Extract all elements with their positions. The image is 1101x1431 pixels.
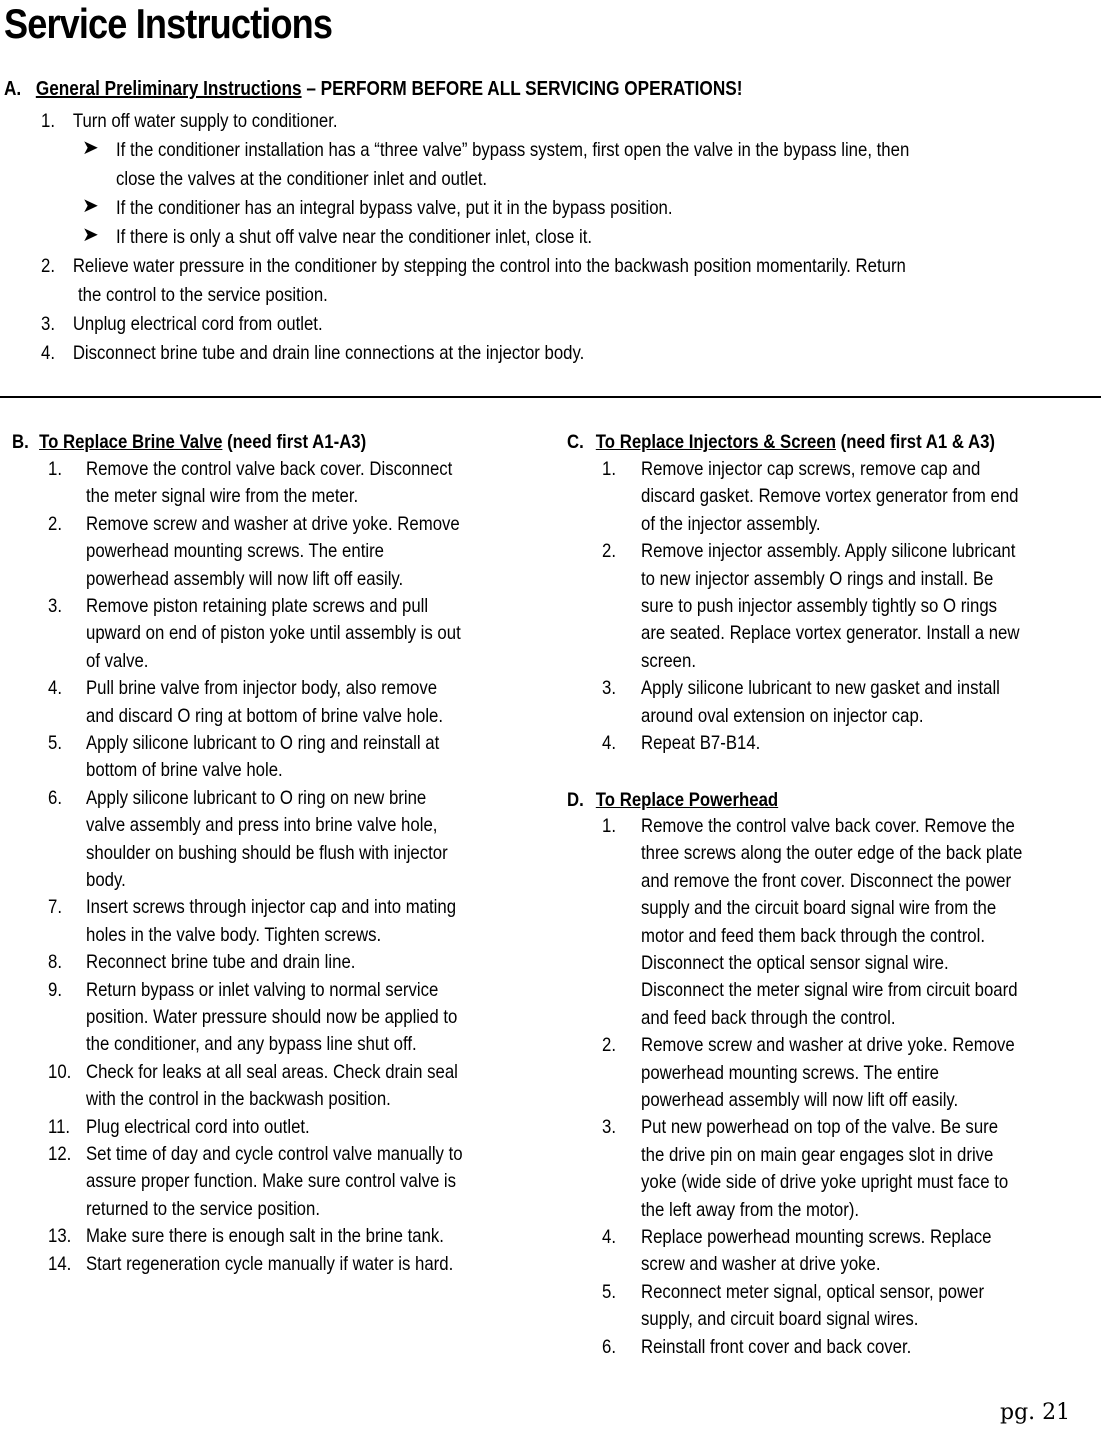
list-item: If there is only a shut off valve near the conditioner inlet, close it. [116,226,593,248]
list-item: 4. Disconnect brine tube and drain line connections at the injector body. [41,342,585,364]
list-item-text: Apply silicone lubricant to O ring on new brine [86,786,427,809]
list-item-number: 1. [602,815,616,837]
list-item-text: holes in the valve body. Tighten screws. [86,923,382,946]
list-item-text: the left away from the motor). [641,1198,860,1221]
list-item-text: Return bypass or inlet valving to normal service [86,978,439,1001]
section-a-heading [4,75,742,103]
list-item-text: screw and washer at drive yoke. [641,1253,881,1276]
list-item-number: 14. [48,1252,72,1275]
list-item-text: supply, and circuit board signal wires. [641,1308,919,1331]
arrow-bullet-icon: ➤ [82,195,99,217]
list-item-text: Remove injector assembly. Apply silicone lubricant [641,540,1016,563]
list-item-number: 2. [602,540,616,563]
list-item-number: 11. [48,1115,71,1138]
list-item-text: shoulder on bushing should be flush with injector [86,841,448,864]
list-item-number: 2. [48,512,62,535]
section-d-title: To Replace Powerhead [595,789,779,811]
list-item: 3. Unplug electrical cord from outlet. [41,313,323,335]
list-item-number: 5. [602,1280,616,1303]
list-item-text: around oval extension on injector cap. [641,704,924,727]
list-item: close the valves at the conditioner inlet and outlet. [116,168,488,190]
list-item-text: of the injector assembly. [641,512,821,535]
list-item-text: to new injector assembly O rings and install. Be [641,567,994,590]
list-item-text: three screws along the outer edge of the back plate [641,842,1023,865]
list-item-text: powerhead assembly will now lift off easily. [641,1088,959,1111]
list-item-text: with the control in the backwash position. [86,1088,391,1111]
section-a-title: General Preliminary Instructions [35,78,302,100]
list-item-number: 3. [602,1116,616,1139]
list-item-number: 4. [602,732,616,754]
list-item-text: Remove the control valve back cover. Disconnect [86,458,453,480]
list-item-number: 12. [48,1143,72,1165]
list-item-text: the conditioner, and any bypass line shut off. [86,1033,417,1056]
list-item-text: and feed back through the control. [641,1006,896,1029]
list-item: 1. Turn off water supply to conditioner. [41,110,338,132]
list-item-number: 7. [48,896,62,919]
list-item-text: Apply silicone lubricant to O ring and reinstall at [86,732,440,754]
section-a-subtitle: – PERFORM BEFORE ALL SERVICING OPERATIONS! [301,78,743,100]
list-item-text: yoke (wide side of drive yoke upright must face to [641,1171,1009,1194]
list-item-text: and remove the front cover. Disconnect the power [641,869,1012,892]
list-item-text: and discard O ring at bottom of brine valve hole. [86,704,444,727]
section-a-letter: A. [4,78,22,100]
arrow-bullet-icon: ➤ [82,137,99,159]
list-item-text: powerhead mounting screws. The entire [86,540,384,563]
list-item-text: Put new powerhead on top of the valve. Be sure [641,1116,999,1139]
list-item-number: 4. [48,677,62,700]
list-item-number: 9. [48,978,62,1001]
list-item-number: 3. [48,595,62,617]
list-item-text: Apply silicone lubricant to new gasket and install [641,677,1000,700]
list-item-text: Reinstall front cover and back cover. [641,1335,912,1358]
list-item-number: 4. [602,1226,616,1248]
arrow-bullet-icon: ➤ [82,224,99,246]
section-c-heading: C. To Replace Injectors & Screen (need first A1 & A3) [567,431,995,453]
page-number: pg. 21 [1000,1400,1071,1425]
list-item-text: Make sure there is enough salt in the brine tank. [86,1225,444,1248]
list-item-text: upward on end of piston yoke until assembly is out [86,622,461,645]
section-b-title: To Replace Brine Valve [39,431,223,453]
list-item-text: Pull brine valve from injector body, also remove [86,677,438,700]
list-item-number: 13. [48,1225,72,1248]
list-item: If the conditioner installation has a “three valve” bypass system, first open the valve in the bypass line, then [116,139,910,161]
list-item-text: Remove piston retaining plate screws and pull [86,595,429,617]
list-item-text: Insert screws through injector cap and into mating [86,896,457,919]
list-item-number: 2. [602,1034,616,1057]
list-item-text: Repeat B7-B14. [641,732,761,754]
section-divider [0,396,1101,398]
list-item-text: Reconnect brine tube and drain line. [86,951,356,974]
section-b-heading: B. To Replace Brine Valve (need first A1-A3) [12,431,367,453]
list-item-text: motor and feed them back through the control. [641,924,985,947]
list-item-text: screen. [641,649,696,672]
list-item-number: 1. [48,458,62,480]
list-item-text: Remove screw and washer at drive yoke. Remove [86,512,460,535]
list-item-text: Remove injector cap screws, remove cap and [641,458,981,480]
list-item-number: 6. [48,786,62,809]
list-item-text: valve assembly and press into brine valve hole, [86,814,438,837]
section-d-heading: D. To Replace Powerhead [567,789,779,811]
list-item-text: Remove the control valve back cover. Remove the [641,815,1015,837]
list-item-text: Replace powerhead mounting screws. Replace [641,1226,992,1248]
list-item-text: Reconnect meter signal, optical sensor, power [641,1280,985,1303]
section-c-title: To Replace Injectors & Screen [595,431,836,453]
list-item-text: Check for leaks at all seal areas. Check drain seal [86,1060,458,1083]
page-title: Service Instructions [4,0,333,47]
list-item-text: are seated. Replace vortex generator. Install a new [641,622,1020,645]
list-item-text: the drive pin on main gear engages slot in drive [641,1143,994,1166]
list-item-number: 1. [602,458,616,480]
list-item-text: Plug electrical cord into outlet. [86,1115,310,1138]
list-item-continuation: the control to the service position. [78,284,328,306]
list-item-text: Set time of day and cycle control valve manually to [86,1143,463,1165]
list-item-text: discard gasket. Remove vortex generator from end [641,485,1019,508]
list-item-text: Disconnect the optical sensor signal wire. [641,952,949,974]
list-item-text: the meter signal wire from the meter. [86,485,359,508]
list-item-text: Remove screw and washer at drive yoke. Remove [641,1034,1015,1057]
list-item-number: 8. [48,951,62,974]
list-item-text: of valve. [86,649,149,672]
list-item-text: returned to the service position. [86,1197,320,1220]
list-item-text: position. Water pressure should now be applied to [86,1005,458,1028]
list-item: If the conditioner has an integral bypass valve, put it in the bypass position. [116,197,673,219]
list-item-text: Disconnect the meter signal wire from circuit board [641,979,1018,1002]
list-item-text: powerhead assembly will now lift off easily. [86,567,404,590]
list-item-text: supply and the circuit board signal wire from the [641,897,997,920]
list-item-text: assure proper function. Make sure control valve is [86,1170,457,1193]
list-item: 2. Relieve water pressure in the conditioner by stepping the control into the backwash position momentarily. Return [41,255,906,277]
list-item-number: 6. [602,1335,616,1358]
list-item-number: 5. [48,732,62,754]
list-item-text: bottom of brine valve hole. [86,759,283,782]
list-item-number: 3. [602,677,616,700]
list-item-text: Start regeneration cycle manually if water is hard. [86,1252,454,1275]
list-item-text: sure to push injector assembly tightly so O rings [641,594,998,617]
list-item-text: body. [86,868,126,891]
list-item-number: 10. [48,1060,72,1083]
list-item-text: powerhead mounting screws. The entire [641,1061,939,1084]
